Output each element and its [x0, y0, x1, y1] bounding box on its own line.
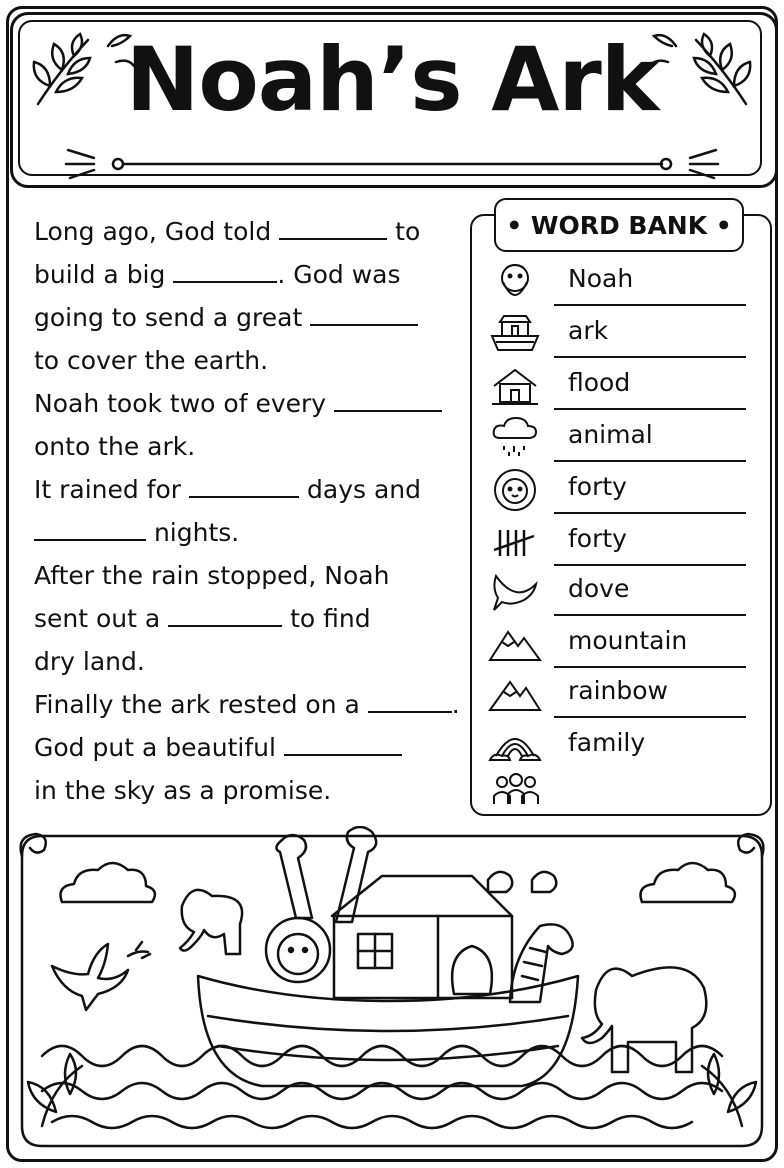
story-line: in the sky as a promise. [34, 776, 332, 805]
word-bank-item [480, 618, 760, 668]
word-bank-word: rainbow [568, 676, 668, 705]
lion-icon [488, 468, 542, 512]
answer-blank[interactable] [279, 220, 387, 240]
story-line: sent out a to find [34, 604, 371, 633]
word-bank-word: Noah [568, 264, 634, 293]
story-line: Finally the ark rested on a . [34, 690, 460, 719]
word-bank-word: mountain [568, 626, 688, 655]
word-bank-line [554, 460, 746, 462]
word-bank-item [480, 256, 760, 306]
bird-icon [532, 872, 556, 892]
mountain-icon [488, 672, 542, 716]
answer-blank[interactable] [368, 693, 452, 713]
word-bank-item [480, 516, 760, 566]
elephant-icon [180, 890, 242, 954]
noahs-ark-illustration [12, 826, 772, 1156]
answer-blank[interactable] [173, 263, 277, 283]
word-bank-item [480, 464, 760, 514]
word-bank-item [480, 360, 760, 410]
rain-cloud-icon [488, 416, 542, 460]
word-bank-word: flood [568, 368, 631, 397]
story-line: going to send a great [34, 296, 454, 339]
story-line: onto the ark. [34, 432, 196, 461]
word-bank-word: dove [568, 574, 630, 603]
word-bank-title: • WORD BANK • [494, 198, 744, 252]
family-icon [488, 768, 542, 812]
mountain-icon [488, 622, 542, 666]
story-line: God put a beautiful [34, 726, 454, 769]
word-bank-line [554, 512, 746, 514]
word-bank-item [480, 566, 760, 616]
answer-blank[interactable] [310, 306, 418, 326]
word-bank-line [554, 716, 746, 718]
story-line: build a big . God was [34, 260, 401, 289]
page-title: Noah’s Ark [125, 28, 659, 131]
word-bank-word: animal [568, 420, 653, 449]
ark-icon [488, 312, 542, 356]
word-bank-line [554, 408, 746, 410]
story-line: Long ago, God told to [34, 217, 421, 246]
word-bank-word: ark [568, 316, 609, 345]
fill-in-story [34, 210, 460, 812]
story-line: nights. [34, 511, 454, 554]
cloud-icon [641, 863, 735, 902]
giraffe-icon [276, 835, 312, 918]
story-line: to cover the earth. [34, 346, 269, 375]
word-bank-line [554, 356, 746, 358]
cloud-icon [61, 863, 155, 902]
dove-icon [52, 944, 128, 1010]
rainbow-icon [488, 724, 542, 768]
story-line: It rained for days and [34, 475, 421, 504]
word-bank-line [554, 614, 746, 616]
story-line: Noah took two of every [34, 382, 454, 425]
answer-blank[interactable] [334, 392, 442, 412]
house-icon [488, 364, 542, 408]
word-bank-word: forty [568, 524, 627, 553]
dove-icon [488, 570, 542, 614]
word-bank-item [480, 720, 760, 770]
noah-face-icon [488, 260, 542, 304]
story-line: dry land. [34, 647, 145, 676]
story-line: After the rain stopped, Noah [34, 561, 390, 590]
lion-icon [266, 918, 330, 982]
answer-blank[interactable] [284, 736, 402, 756]
answer-blank[interactable] [168, 607, 282, 627]
word-bank-item [480, 764, 760, 814]
word-bank-word: forty [568, 472, 627, 501]
answer-blank[interactable] [189, 478, 299, 498]
word-bank-item [480, 412, 760, 462]
penguin-icon [452, 946, 492, 994]
word-bank-item [480, 308, 760, 358]
tally-icon [488, 520, 542, 564]
word-bank-line [554, 304, 746, 306]
word-bank-item [480, 668, 760, 718]
bird-icon [488, 872, 512, 892]
answer-blank[interactable] [34, 521, 146, 541]
word-bank-word: family [568, 728, 646, 757]
